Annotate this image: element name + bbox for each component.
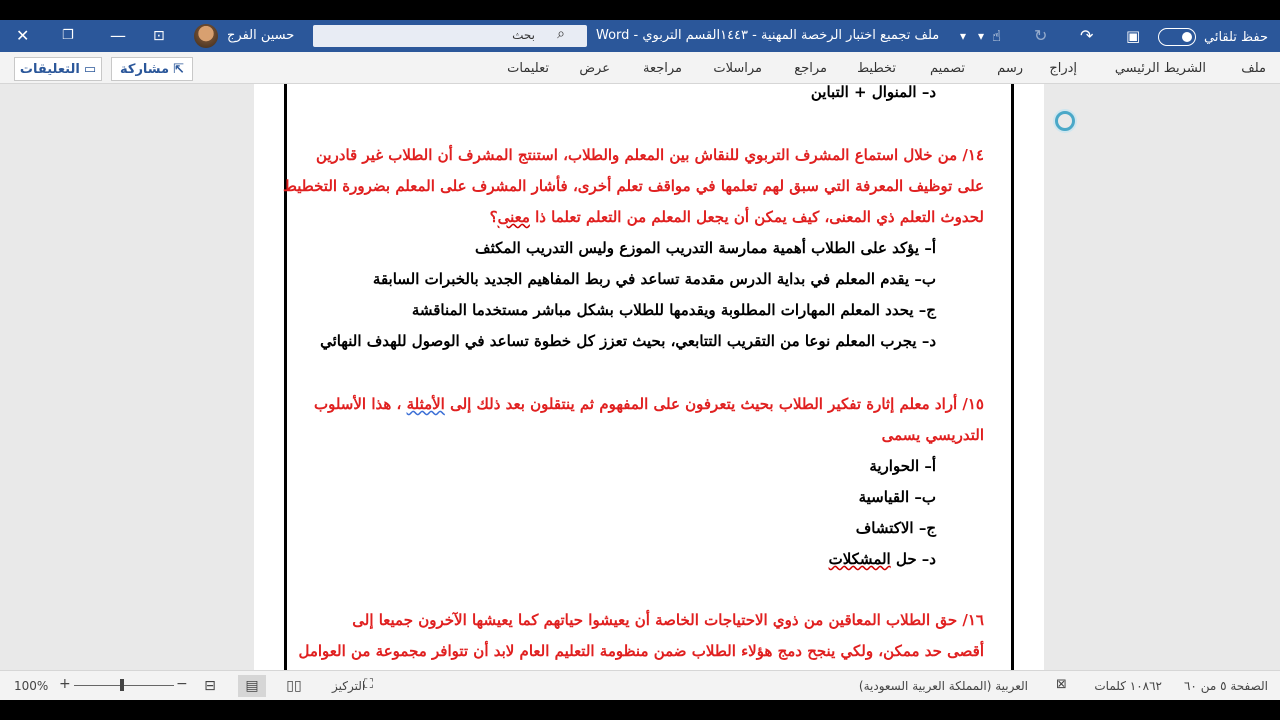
autosave-label: حفظ تلقائي <box>1204 29 1268 45</box>
document-title: Word - ملف تجميع اختبار الرخصة المهنية - ١٤٤٣القسم التربوي <box>596 28 940 43</box>
undo-icon[interactable]: ↷ <box>1080 26 1094 45</box>
autosave-toggle[interactable] <box>1158 28 1196 46</box>
ribbon-display-icon[interactable]: ⊡ <box>153 28 165 44</box>
document-workspace[interactable] <box>0 84 1280 670</box>
restore-icon[interactable]: ❐ <box>62 28 74 43</box>
q14-line3-text: لحدوث التعلم ذي المعنى، كيف يمكن أن يجعل المعلم من التعلم تعلما ذا <box>529 208 984 226</box>
focus-icon[interactable]: ⛶ <box>364 677 374 692</box>
zoom-slider[interactable] <box>74 685 174 686</box>
share-label: مشاركة <box>120 61 170 77</box>
status-bar <box>0 670 1280 700</box>
tab-insert[interactable]: إدراج <box>1049 61 1077 76</box>
ribbon-tabs <box>0 52 1280 84</box>
tab-layout[interactable]: تخطيط <box>857 61 896 76</box>
question-16-line-2: أقصى حد ممكن، ولكي ينجح دمج هؤلاء الطلاب ضمن منظومة التعليم العام لابد أن تتوافر مجموعة من العوامل <box>298 642 984 660</box>
chevron-down-icon[interactable]: ▾ <box>960 29 967 43</box>
question-14-line-1: ١٤/ من خلال استماع المشرف التربوي للنقاش بين المعلم والطلاب، استنتج المشرف أن الطلاب غير قادرين <box>315 146 984 164</box>
comments-button[interactable] <box>14 57 102 81</box>
customize-toolbar-icon[interactable]: ▾ <box>978 29 985 43</box>
print-layout-icon[interactable]: ▤ <box>238 675 266 697</box>
question-14-line-2: على توظيف المعرفة التي سبق لهم تعلمها في مواقف تعلم أخرى، فأشار المشرف على المعلم بضرورة التخطيط <box>283 177 984 195</box>
tab-design[interactable]: تصميم <box>930 61 965 76</box>
word-count[interactable]: ١٠٨٦٢ كلمات <box>1094 679 1162 693</box>
read-mode-icon[interactable]: ▯▯ <box>286 678 302 694</box>
touch-mode-icon[interactable]: ☝ <box>992 27 1002 45</box>
q15-option-d-prefix: د– حل <box>890 550 936 568</box>
zoom-level[interactable]: 100% <box>14 679 49 693</box>
page-border-right <box>1011 84 1014 670</box>
title-bar <box>0 20 1280 52</box>
tab-mailings[interactable]: مراسلات <box>713 61 762 76</box>
search-placeholder: بحث <box>512 28 535 42</box>
question-15-option-c: ج– الاكتشاف <box>855 519 936 537</box>
avatar[interactable] <box>194 24 218 48</box>
document-page[interactable] <box>254 84 1044 670</box>
q14-line3-end: ؟ <box>489 208 498 226</box>
comment-icon: ▭ <box>83 61 97 77</box>
minimize-icon[interactable]: — <box>110 26 126 45</box>
tab-file[interactable]: ملف <box>1241 61 1266 76</box>
language[interactable]: العربية (المملكة العربية السعودية) <box>858 679 1028 693</box>
web-layout-icon[interactable]: ⊟ <box>204 678 216 694</box>
user-name[interactable]: حسين الفرج <box>227 28 295 43</box>
share-icon: ⇱ <box>173 61 184 77</box>
tab-review[interactable]: مراجعة <box>642 61 682 76</box>
comments-label: التعليقات <box>19 61 80 77</box>
q15-line1-text: ١٥/ أراد معلم إثارة تفكير الطلاب بحيث يتعرفون على المفهوم ثم ينتقلون بعد ذلك إلى <box>444 395 984 413</box>
question-15-option-d <box>829 544 936 575</box>
share-button[interactable] <box>111 57 193 81</box>
loading-spinner-icon <box>1055 111 1075 131</box>
tab-references[interactable]: مراجع <box>794 61 827 76</box>
tab-home[interactable]: الشريط الرئيسي <box>1114 61 1206 76</box>
question-14-line-3 <box>490 202 984 233</box>
option-line: د– المنوال + التباين <box>810 84 936 101</box>
zoom-in-button[interactable]: + <box>59 676 71 692</box>
question-14-option-c: ج– يحدد المعلم المهارات المطلوبة ويقدمها للطلاب بشكل مباشر مستخدما المناقشة <box>411 301 936 319</box>
search-box[interactable] <box>313 25 587 47</box>
tab-help[interactable]: تعليمات <box>507 61 549 76</box>
question-15-line-1 <box>314 389 984 420</box>
q15-option-d-spellcheck-word: المشكلات <box>828 550 891 568</box>
close-icon[interactable]: ✕ <box>16 26 30 45</box>
focus-label[interactable]: التركيز <box>332 679 366 693</box>
zoom-slider-thumb[interactable] <box>120 679 124 691</box>
q15-line1-grammar-word: الأمثلة <box>406 395 445 413</box>
q14-line3-spellcheck-word: معنى <box>497 208 530 226</box>
autosave[interactable] <box>1158 28 1268 46</box>
question-16-line-1: ١٦/ حق الطلاب المعاقين من ذوي الاحتياجات الخاصة أن يعيشوا حياتهم كما يعيشها الآخرون جميعا إلى <box>352 611 984 629</box>
top-letterbox <box>0 0 1280 20</box>
page-info[interactable]: الصفحة ٥ من ٦٠ <box>1183 679 1268 693</box>
redo-icon[interactable]: ↻ <box>1034 26 1048 45</box>
question-15-line-2: التدريسي يسمى <box>881 426 984 444</box>
q15-line1-end: ، هذا الأسلوب <box>313 395 407 413</box>
question-15-option-b: ب– القياسية <box>858 488 936 506</box>
proofing-icon[interactable]: ⊠ <box>1056 677 1067 692</box>
tab-draw[interactable]: رسم <box>997 61 1023 76</box>
zoom-out-button[interactable]: − <box>176 676 188 692</box>
question-15-option-a: أ– الحوارية <box>869 457 936 475</box>
search-icon: ⌕ <box>557 26 565 42</box>
question-14-option-b: ب– يقدم المعلم في بداية الدرس مقدمة تساعد في ربط المفاهيم الجديد بالخبرات السابقة <box>372 270 936 288</box>
save-icon[interactable]: ▣ <box>1126 27 1141 45</box>
question-14-option-a: أ– يؤكد على الطلاب أهمية ممارسة التدريب الموزع وليس التدريب المكثف <box>475 239 936 257</box>
tab-view[interactable]: عرض <box>579 61 610 76</box>
bottom-letterbox <box>0 700 1280 720</box>
question-14-option-d: د– يجرب المعلم نوعا من التقريب التتابعي، بحيث تعزز كل خطوة تساعد في الوصول للهدف النهائي <box>320 332 936 350</box>
